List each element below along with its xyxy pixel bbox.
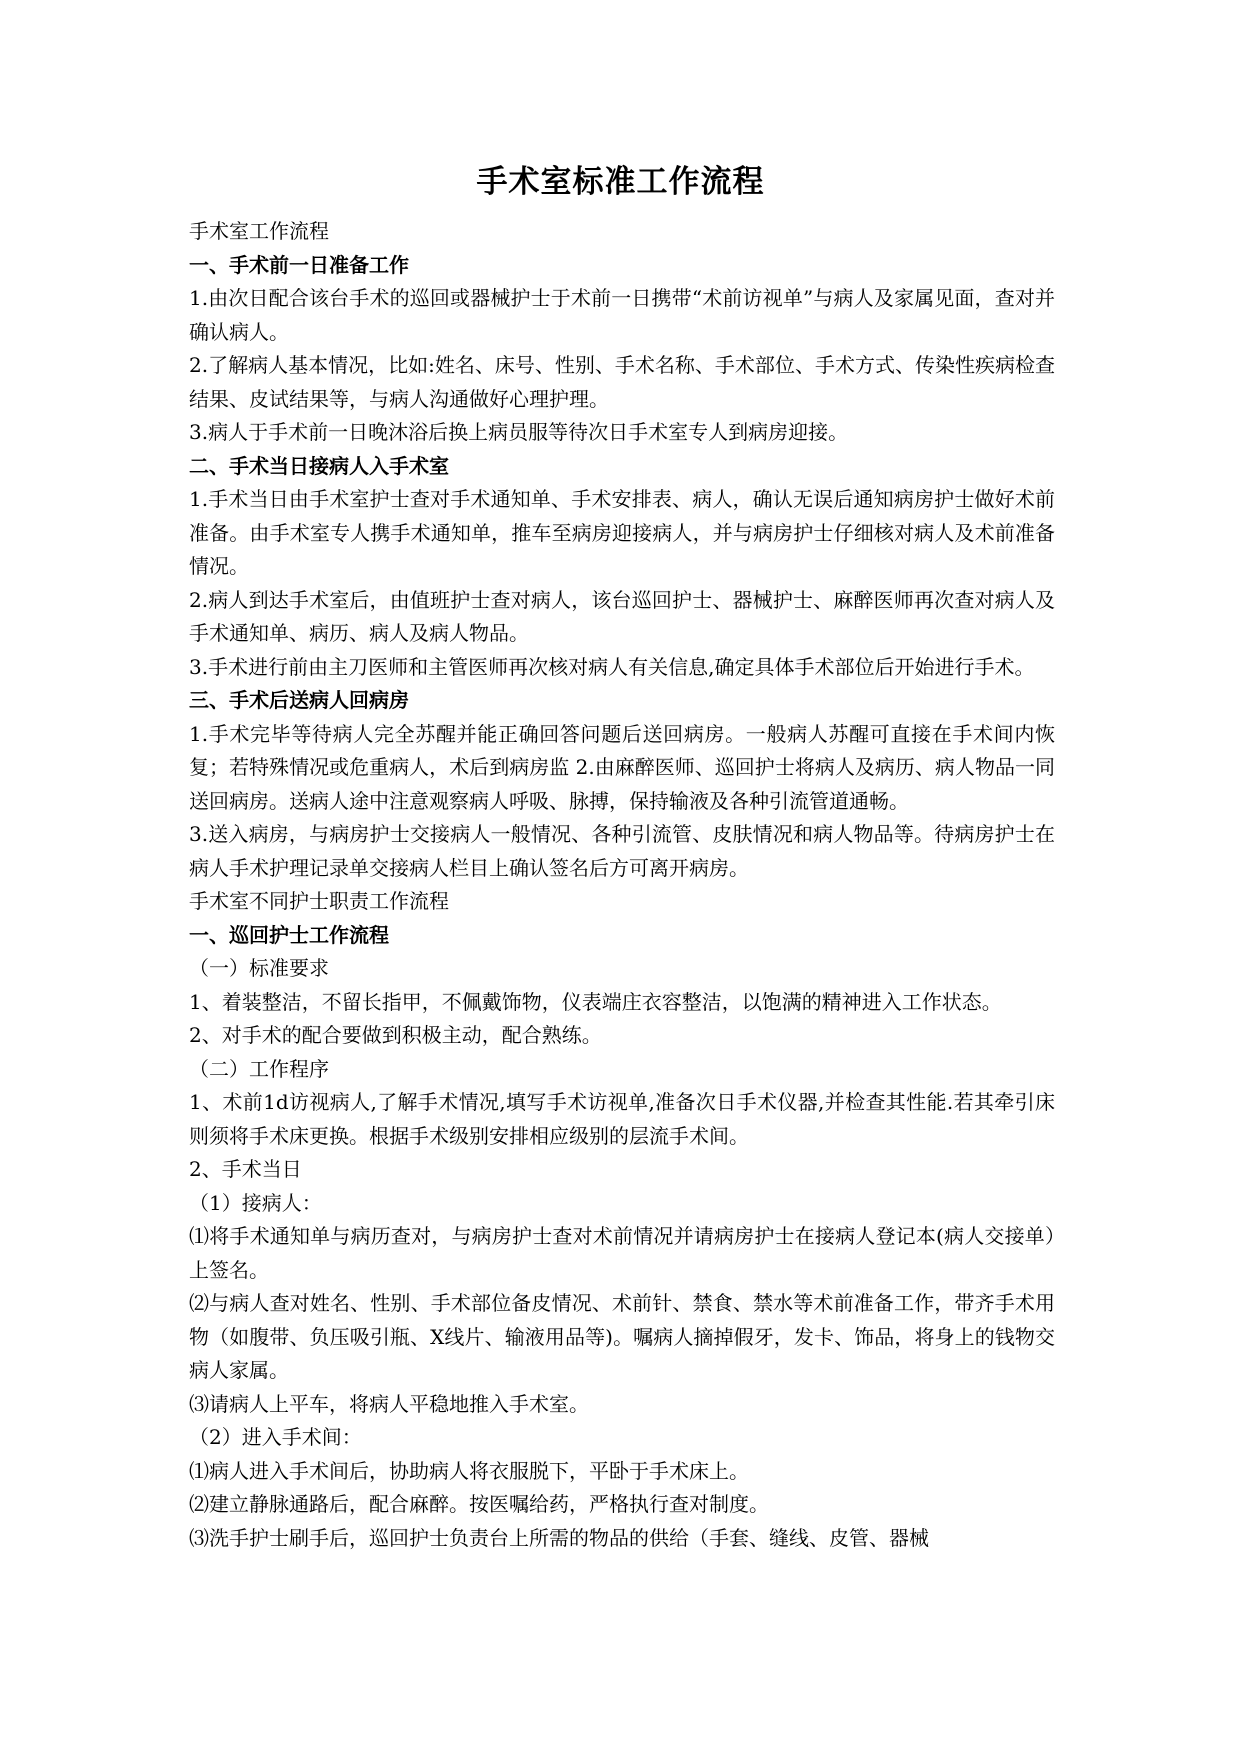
paragraph: 2.了解病人基本情况，比如:姓名、床号、性别、手术名称、手术部位、手术方式、传染性疾病检查结果、皮试结果等，与病人沟通做好心理护理。 — [189, 353, 1055, 411]
section-heading: 一、手术前一日准备工作 — [189, 252, 409, 277]
paragraph: 手术室不同护士职责工作流程 — [189, 889, 449, 913]
paragraph: （1）接病人： — [189, 1190, 322, 1215]
paragraph: （2）进入手术间： — [189, 1425, 362, 1449]
section-heading: 三、手术后送病人回病房 — [189, 688, 409, 712]
paragraph: ⑵建立静脉通路后，配合麻醉。按医嘱给药，严格执行查对制度。 — [189, 1492, 769, 1516]
paragraph: 手术室工作流程 — [189, 219, 329, 243]
section-heading: 一、巡回护士工作流程 — [189, 922, 389, 947]
paragraph: ⑶洗手护士刷手后，巡回护士负责台上所需的物品的供给（手套、缝线、皮管、器械 — [189, 1525, 929, 1550]
document-title: 手术室标准工作流程 — [476, 164, 765, 200]
paragraph: 2、手术当日 — [189, 1157, 302, 1181]
paragraph: 3.手术进行前由主刀医师和主管医师再次核对病人有关信息,确定具体手术部位后开始进行手术。 — [189, 654, 1035, 679]
paragraph: 1、着装整洁，不留长指甲，不佩戴饰物，仪表端庄衣容整洁，以饱满的精神进入工作状态。 — [189, 989, 1002, 1014]
paragraph: 2、对手术的配合要做到积极主动，配合熟练。 — [189, 1023, 602, 1047]
document-body — [189, 215, 1055, 1555]
paragraph: 1、术前1d访视病人,了解手术情况,填写手术访视单,准备次日手术仪器,并检查其性能.若其牵引床则须将手术床更换。根据手术级别安排相应级别的层流手术间。 — [189, 1090, 1055, 1148]
paragraph: ⑴病人进入手术间后，协助病人将衣服脱下，平卧于手术床上。 — [189, 1458, 749, 1483]
paragraph: ⑵与病人查对姓名、性别、手术部位备皮情况、术前针、禁食、禁水等术前准备工作，带齐手术用物（如腹带、负压吸引瓶、X线片、输液用品等)。嘱病人摘掉假牙，发卡、饰品，将身上的钱物交病人家属。 — [189, 1291, 1055, 1382]
paragraph: ⑴将手术通知单与病历查对，与病房护士查对术前情况并请病房护士在接病人登记本(病人交接单）上签名。 — [189, 1224, 1055, 1282]
paragraph: 1.手术完毕等待病人完全苏醒并能正确回答问题后送回病房。一般病人苏醒可直接在手术间内恢复；若特殊情况或危重病人，术后到病房监 2.由麻醉医师、巡回护士将病人及病历、病人物品一同送回病房。送病人途中注意观察病人呼吸、脉搏，保持输液及各种引流管道通畅。 — [189, 721, 1055, 813]
paragraph: （一）标准要求 — [189, 956, 329, 980]
paragraph: 3.病人于手术前一日晚沐浴后换上病员服等待次日手术室专人到病房迎接。 — [189, 420, 849, 444]
paragraph: ⑶请病人上平车，将病人平稳地推入手术室。 — [189, 1391, 589, 1416]
paragraph: 2.病人到达手术室后，由值班护士查对病人，该台巡回护士、器械护士、麻醉医师再次查对病人及手术通知单、病历、病人及病人物品。 — [189, 587, 1055, 645]
paragraph: 1.由次日配合该台手术的巡回或器械护士于术前一日携带“术前访视单”与病人及家属见面，查对并确认病人。 — [189, 286, 1055, 344]
paragraph: 1.手术当日由手术室护士查对手术通知单、手术安排表、病人，确认无误后通知病房护士做好术前准备。由手术室专人携手术通知单，推车至病房迎接病人，并与病房护士仔细核对病人及术前准备情况。 — [189, 487, 1055, 578]
paragraph: （二）工作程序 — [189, 1056, 329, 1081]
section-heading: 二、手术当日接病人入手术室 — [189, 453, 449, 478]
paragraph: 3.送入病房，与病房护士交接病人一般情况、各种引流管、皮肤情况和病人物品等。待病房护士在病人手术护理记录单交接病人栏目上确认签名后方可离开病房。 — [189, 822, 1055, 880]
